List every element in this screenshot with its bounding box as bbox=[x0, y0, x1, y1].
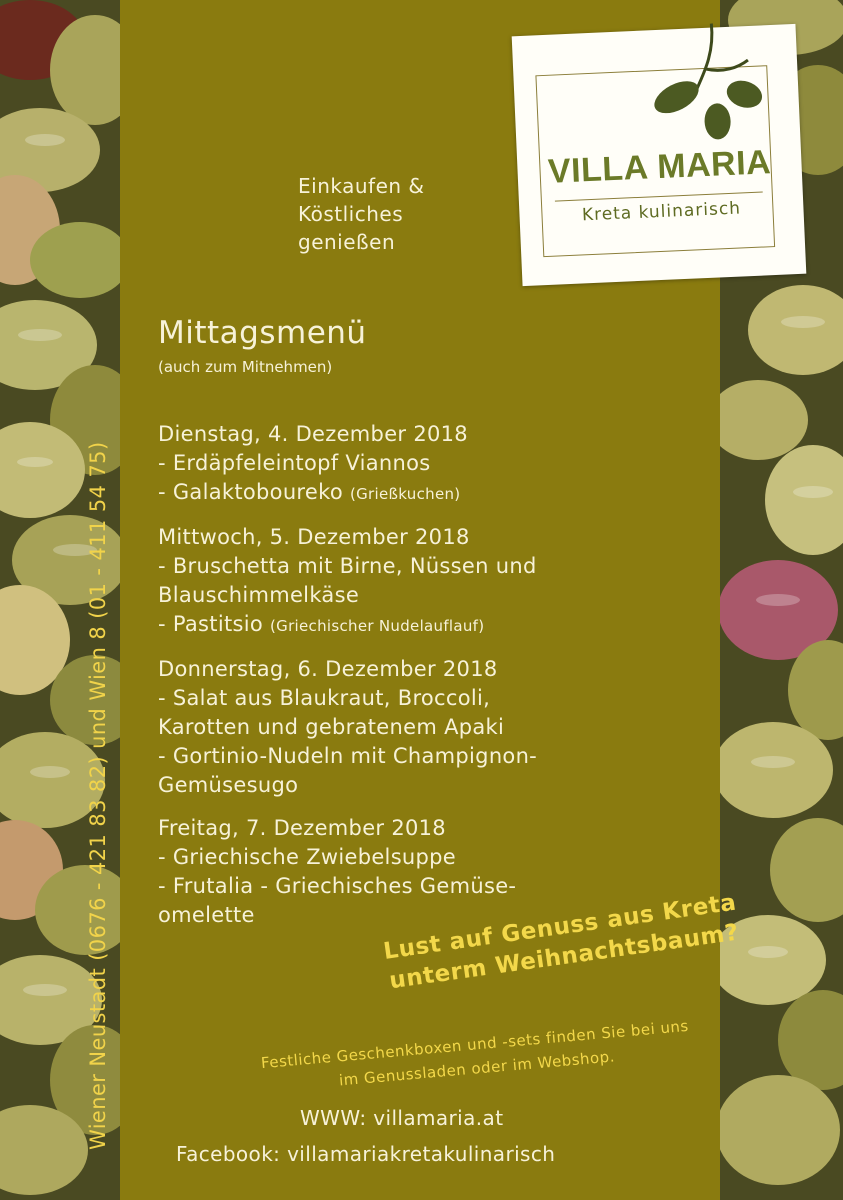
menu-dish: - Pastitsio (Griechischer Nudelauflauf) bbox=[158, 612, 485, 636]
menu-subtitle: (auch zum Mitnehmen) bbox=[158, 358, 333, 376]
facebook-link[interactable]: Facebook: villamariakretakulinarisch bbox=[176, 1142, 556, 1166]
website-link[interactable]: WWW: villamaria.at bbox=[300, 1106, 504, 1130]
menu-dish: - Galaktoboureko (Grießkuchen) bbox=[158, 480, 461, 504]
menu-dish: - Bruschetta mit Birne, Nüssen und Blauschimmelkäse bbox=[158, 554, 537, 607]
menu-title: Mittagsmenü bbox=[158, 315, 367, 351]
contact-phone-vertical: Wiener Neustadt (0676 - 421 83 82) und Wien 8 (01 - 411 54 75) bbox=[86, 441, 110, 1150]
villa-maria-logo bbox=[512, 24, 807, 286]
menu-day-heading: Mittwoch, 5. Dezember 2018 bbox=[158, 525, 470, 549]
menu-dish: - Griechische Zwiebelsuppe bbox=[158, 845, 457, 869]
menu-dish: - Frutalia - Griechisches Gemüse- omelette bbox=[158, 874, 517, 927]
menu-day bbox=[158, 655, 718, 800]
dish-note: (Griechischer Nudelauflauf) bbox=[270, 617, 485, 635]
menu-day bbox=[158, 523, 718, 641]
menu-list bbox=[158, 420, 718, 944]
menu-dish: - Erdäpfeleintopf Viannos bbox=[158, 451, 431, 475]
logo-subtitle: Kreta kulinarisch bbox=[581, 198, 742, 226]
menu-dish: - Gortinio-Nudeln mit Champignon- Gemüsesugo bbox=[158, 744, 538, 797]
menu-day-heading: Freitag, 7. Dezember 2018 bbox=[158, 816, 446, 840]
logo-title: VILLA MARIA bbox=[547, 143, 772, 191]
menu-dish: - Salat aus Blaukraut, Broccoli, Karotten und gebratenem Apaki bbox=[158, 686, 505, 739]
menu-day-heading: Dienstag, 4. Dezember 2018 bbox=[158, 422, 468, 446]
dish-note: (Grießkuchen) bbox=[349, 485, 461, 503]
menu-day-heading: Donnerstag, 6. Dezember 2018 bbox=[158, 657, 498, 681]
promo-headline: Lust auf Genuss aus Kreta unterm Weihnachtsbaum? bbox=[381, 889, 741, 995]
menu-day bbox=[158, 420, 718, 509]
tagline: Einkaufen & Köstliches genießen bbox=[298, 174, 425, 254]
promo-text: Festliche Geschenkboxen und -sets finden Sie bei uns im Genussladen oder im Webshop. bbox=[260, 1016, 690, 1090]
